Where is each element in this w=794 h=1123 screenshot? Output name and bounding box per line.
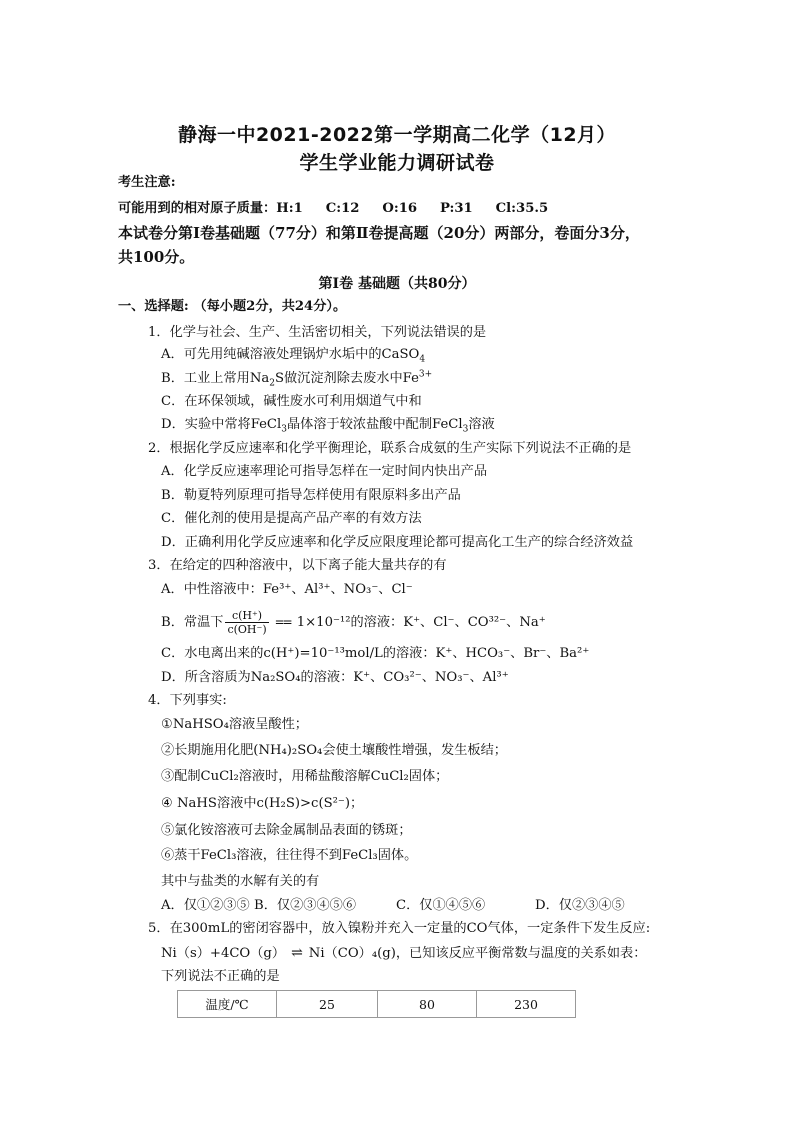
q1-option-d: D．实验中常将FeCl$_3$晶体溶于较浓盐酸中配制FeCl$_3$溶液	[161, 417, 495, 435]
q3-option-c: C．水电离出来的c(H⁺)=10⁻¹³mol/L的溶液：K⁺、HCO₃⁻、Br⁻、Ba²⁺	[161, 646, 590, 661]
q4-choice-b: B．仅②③④⑤⑥	[254, 898, 357, 913]
q4-choice-c: C．仅①④⑤⑥	[396, 898, 486, 913]
atomic-mass-line: 可能用到的相对原子质量：H:1 C:12 O:16 P:31 Cl:35.5	[118, 201, 549, 216]
q1-stem: 1．化学与社会、生产、生活密切相关，下列说法错误的是	[148, 325, 487, 340]
q5-reaction: Ni（s）+4CO（g） ⇌ Ni（CO）₄(g)，已知该反应平衡常数与温度的关系如表：	[161, 945, 647, 961]
q4-fact-2: ②长期施用化肥(NH₄)₂SO₄会使土壤酸性增强，发生板结；	[161, 743, 507, 758]
q3-option-a: A．中性溶液中：Fe³⁺、Al³⁺、NO₃⁻、Cl⁻	[161, 582, 413, 597]
exam-title-line2: 学生学业能力调研试卷	[299, 152, 495, 174]
q3-stem: 3．在给定的四种溶液中，以下离子能大量共存的有	[148, 558, 447, 573]
q3-option-d: D．所含溶质为Na₂SO₄的溶液：K⁺、CO₃²⁻、NO₃⁻、Al³⁺	[161, 670, 509, 685]
notice-heading: 考生注意:	[118, 175, 176, 190]
q2-stem: 2．根据化学反应速率和化学平衡理论，联系合成氨的生产实际下列说法不正确的是	[148, 441, 632, 456]
q4-fact-5: ⑤氯化铵溶液可去除金属制品表面的锈斑；	[161, 823, 412, 838]
q4-fact-4: ④ NaHS溶液中c(H₂S)>c(S²⁻)；	[161, 796, 364, 811]
table-cell: 230	[477, 991, 576, 1018]
q1-option-b: B．工业上常用$Na_2S$做沉淀剂除去废水中$Fe^{3+}$	[161, 369, 433, 389]
q4-fact-3: ③配制CuCl₂溶液时，用稀盐酸溶解CuCl₂固体；	[161, 769, 449, 784]
q1-option-a: A．可先用纯碱溶液处理锅炉水垢中的CaSO$_4$	[161, 347, 426, 365]
q4-stem: 4．下列事实:	[148, 693, 227, 708]
q4-fact-6: ⑥蒸干FeCl₃溶液，往往得不到FeCl₃固体。	[161, 848, 418, 863]
q5-stem: 5．在300mL的密闭容器中，放入镍粉并充入一定量的CO气体，一定条件下发生反应:	[148, 921, 651, 936]
exam-title-line1: 静海一中2021-2022第一学期高二化学（12月）	[177, 124, 617, 146]
equilibrium-constant-table	[177, 990, 576, 1018]
score-line-2: 共100分。	[118, 248, 195, 266]
equilibrium-arrow-icon: ⇌	[291, 945, 303, 961]
q4-choice-a: A．仅①②③⑤	[161, 898, 250, 913]
table-cell: 25	[277, 991, 378, 1018]
q4-fact-1: ①NaHSO₄溶液呈酸性；	[161, 717, 308, 732]
table-cell: 80	[378, 991, 477, 1018]
q3-option-b: B．常温下 $\frac{c(H^+)}{c(OH^-)}$ == 1×10⁻¹²的溶液：K⁺、Cl⁻、CO³²⁻、Na⁺	[161, 609, 546, 636]
q2-option-a: A．化学反应速率理论可指导怎样在一定时间内快出产品	[161, 464, 488, 479]
q2-option-d: D．正确利用化学反应速率和化学反应限度理论都可提高化工生产的综合经济效益	[161, 535, 634, 550]
q2-option-b: B．勒夏特列原理可指导怎样使用有限原料多出产品	[161, 488, 461, 503]
concentration-ratio-fraction: $\frac{c(H^+)}{c(OH^-)}$	[227, 609, 267, 636]
table-row	[178, 991, 576, 1018]
table-header-cell: 温度/℃	[178, 991, 277, 1018]
q4-question: 其中与盐类的水解有关的有	[161, 874, 320, 889]
q1-option-c: C．在环保领域，碱性废水可利用烟道气中和	[161, 394, 422, 409]
section-title: 第Ⅰ卷 基础题（共80分）	[318, 276, 476, 292]
q5-question: 下列说法不正确的是	[161, 969, 280, 984]
q2-option-c: C．催化剂的使用是提高产品产率的有效方法	[161, 511, 422, 526]
score-line-1: 本试卷分第Ⅰ卷基础题（77分）和第Ⅱ卷提高题（20分）两部分，卷面分3分，	[118, 224, 640, 242]
part-title: 一、选择题: （每小题2分，共24分）。	[118, 299, 347, 314]
q4-choice-d: D．仅②③④⑤	[535, 898, 625, 913]
